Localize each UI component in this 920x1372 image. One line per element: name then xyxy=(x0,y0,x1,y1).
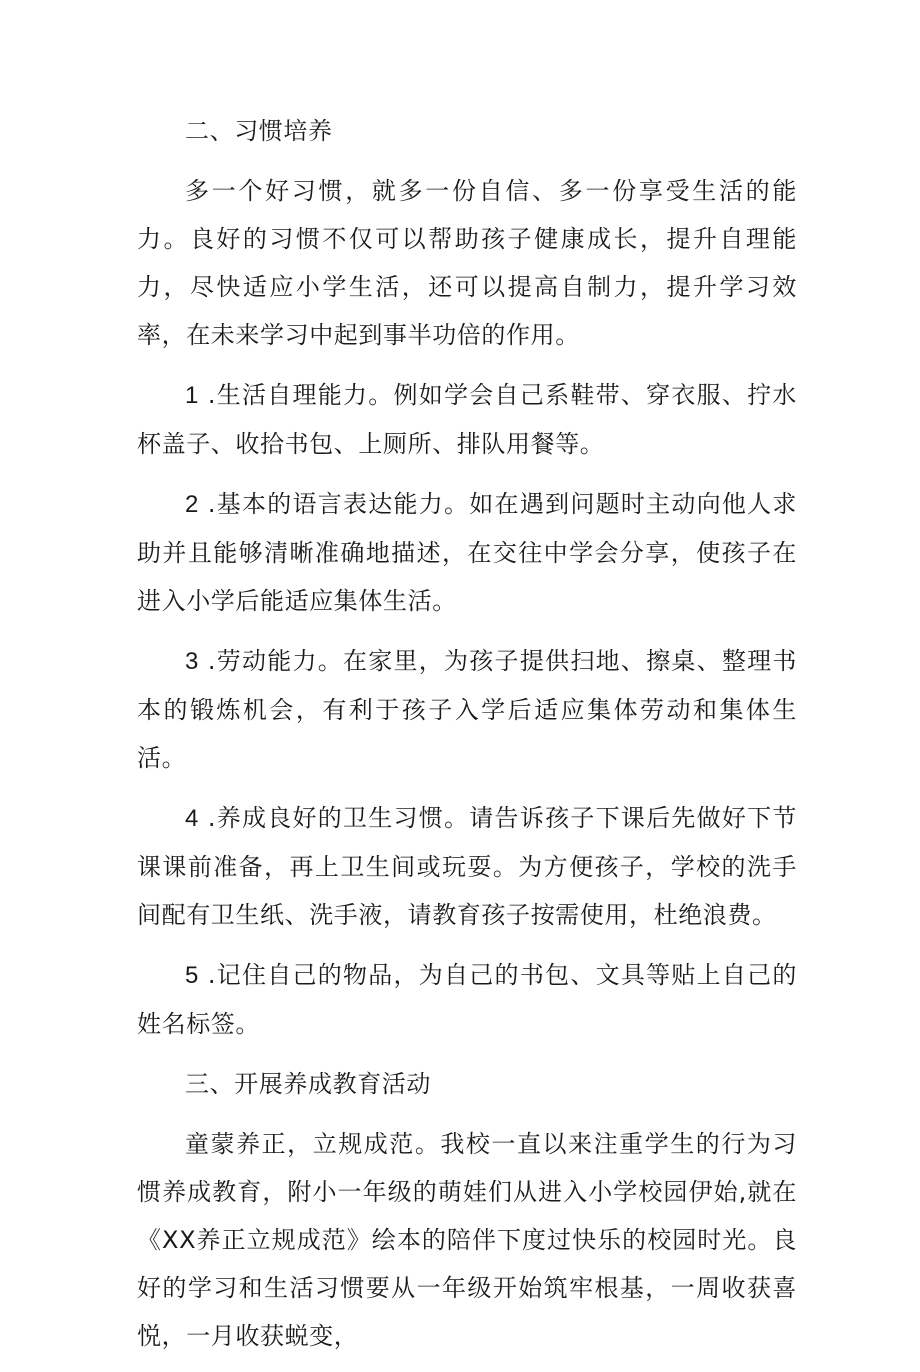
item-number: 3 xyxy=(185,648,199,675)
item-text: .基本的语言表达能力。如在遇到问题时主动向他人求助并且能够清晰准确地描述，在交往中学会分享，使孩子在进入小学后能适应集体生活。 xyxy=(137,490,797,615)
item-text: .记住自己的物品，为自己的书包、文具等贴上自己的姓名标签。 xyxy=(137,961,797,1038)
activity-paragraph: 童蒙养正，立规成范。我校一直以来注重学生的行为习惯养成教育，附小一年级的萌娃们从进入小学校园伊始,就在《XX养正立规成范》绘本的陪伴下度过快乐的校园时光。良好的学习和生活习惯要从一年级开始筑牢根基，一周收获喜悦，一月收获蜕变， xyxy=(137,1130,797,1350)
item-number: 2 xyxy=(185,491,199,518)
document-body xyxy=(137,107,797,1372)
list-item xyxy=(137,371,797,468)
habit-intro-paragraph: 多一个好习惯，就多一份自信、多一份享受生活的能力。良好的习惯不仅可以帮助孩子健康成长，提升自理能力，尽快适应小学生活，还可以提高自制力，提升学习效率，在未来学习中起到事半功倍的作用。 xyxy=(137,177,797,349)
list-item xyxy=(137,951,797,1048)
section-heading-activities: 三、开展养成教育活动 xyxy=(185,1070,431,1098)
section-heading-habits: 二、习惯培养 xyxy=(185,117,333,145)
list-item xyxy=(137,480,797,625)
item-number: 4 xyxy=(185,805,199,832)
item-text: .生活自理能力。例如学会自己系鞋带、穿衣服、拧水杯盖子、收拾书包、上厕所、排队用餐等。 xyxy=(137,381,797,458)
list-item xyxy=(137,794,797,939)
item-text: .劳动能力。在家里，为孩子提供扫地、擦桌、整理书本的锻炼机会，有利于孩子入学后适应集体劳动和集体生活。 xyxy=(137,647,797,772)
item-number: 1 xyxy=(185,382,199,409)
item-number: 5 xyxy=(185,962,199,989)
item-text: .养成良好的卫生习惯。请告诉孩子下课后先做好下节课课前准备，再上卫生间或玩耍。为方便孩子，学校的洗手间配有卫生纸、洗手液，请教育孩子按需使用，杜绝浪费。 xyxy=(137,804,797,929)
list-item xyxy=(137,637,797,782)
